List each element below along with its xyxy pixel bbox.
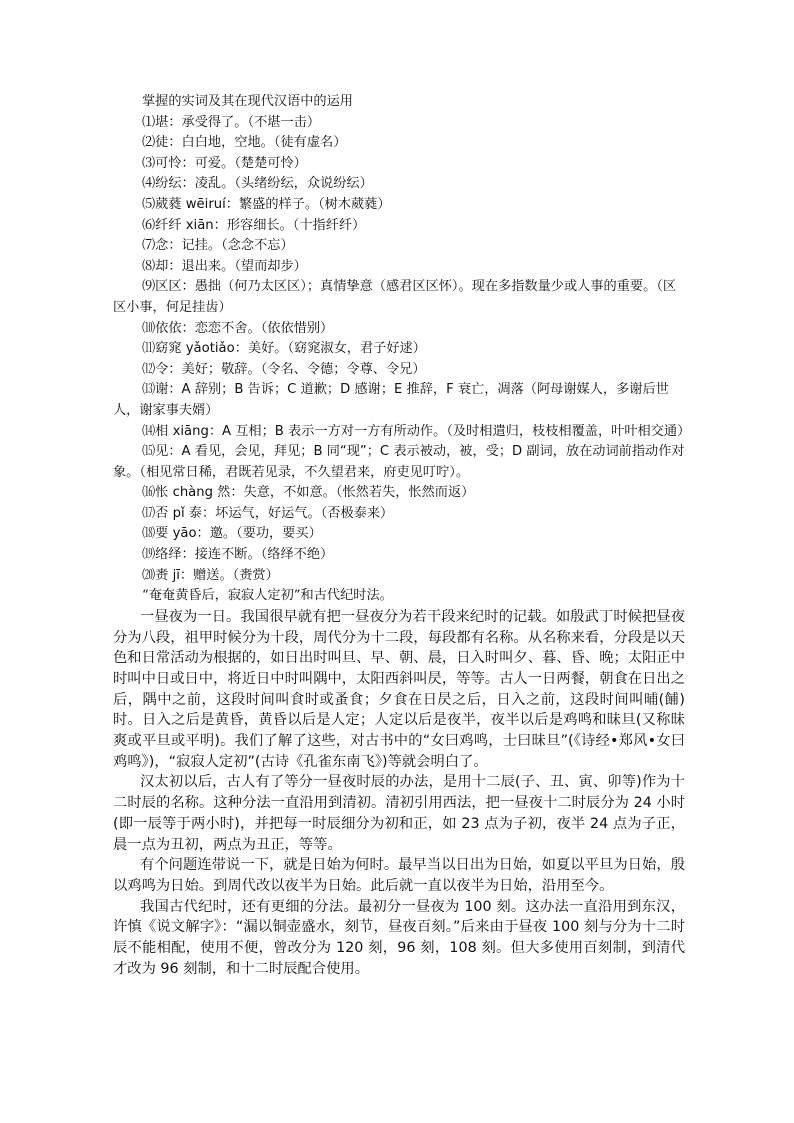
- vocab-item-3: ⑶可怜：可爱。（楚楚可怜）: [142, 155, 307, 171]
- document-body: [113, 92, 691, 980]
- section-heading: 掌握的实词及其在现代汉语中的运用: [142, 94, 353, 109]
- vocab-item-11: ⑾窈窕 yǎotiǎo：美好。（窈窕淑女，君子好逑）: [142, 341, 426, 357]
- vocab-item-4: ⑷纷纭：凌乱。（头绪纷纭，众说纷纭）: [142, 176, 373, 192]
- vocab-item-7: ⑺念：记挂。（念念不忘）: [142, 238, 294, 254]
- vocab-item-13: ⒀谢：A 辞别；B 告诉；C 道歉；D 感谢；E 推辞，F 衰亡，凋落（阿母谢媒人，多谢后世人，谢家事夫婿）: [113, 382, 669, 418]
- paragraph-ke-divisions: 我国古代纪时，还有更细的分法。最初分一昼夜为 100 刻。这办法一直沿用到东汉，许慎《说文解字》：“漏以铜壶盛水，刻节，昼夜百刻。”后来由于昼夜 100 刻与分为十二时辰不能相配，使用不便，曾改分为 120 刻，96 刻，108 刻。但大多使用百刻制，到清代才改为 96 刻制，和十二时辰配合使用。: [113, 898, 685, 977]
- vocab-item-16: ⒃怅 chàng 然：失意，不如意。（怅然若失，怅然而返）: [142, 485, 475, 501]
- vocab-item-1: ⑴堪：承受得了。（不堪一击）: [142, 114, 321, 130]
- vocab-item-19: ⒆络绎：接连不断。（络绎不绝）: [142, 547, 334, 563]
- vocab-item-14: ⒁相 xiāng：A 互相；B 表示一方对一方有所动作。（及时相遣归，枝枝相覆盖，叶叶相交通）: [142, 423, 691, 439]
- vocab-item-6: ⑹纤纤 xiān：形容细长。（十指纤纤）: [142, 217, 366, 233]
- vocab-item-2: ⑵徒：白白地，空地。（徒有虚名）: [142, 135, 347, 151]
- vocab-item-10: ⑽依依：恋恋不舍。（依依惜别）: [142, 320, 334, 336]
- vocab-item-12: ⑿令：美好；敬辞。（令名、令德；令尊、令兄）: [142, 361, 426, 377]
- paragraph-twelve-hours: 汉太初以后，古人有了等分一昼夜时辰的办法，是用十二辰(子、丑、寅、卯等)作为十二时辰的名称。这种分法一直沿用到清初。清初引用西法，把一昼夜十二时辰分为 24 小时(即一辰等于两小时)，并把每一时辰细分为初和正，如 23 点为子初，夜半 24 点为子正，晨一点为丑初，两点为丑正，等等。: [113, 774, 685, 853]
- vocab-item-18: ⒅要 yāo：邀。（要功，要买）: [142, 526, 322, 542]
- paragraph-day-start: 有个问题连带说一下，就是日始为何时。最早当以日出为日始，如夏以平旦为日始，殷以鸡鸣为日始。到周代改以夜半为日始。此后就一直以夜半为日始，沿用至今。: [113, 857, 685, 894]
- vocab-item-9: ⑼区区：愚拙（何乃太区区）；真情挚意（感君区区怀）。现在多指数量少或人事的重要。（区区小事，何足挂齿）: [113, 279, 677, 315]
- vocab-item-17: ⒄否 pǐ 泰：坏运气，好运气。（否极泰来）: [142, 505, 394, 521]
- vocab-item-15: ⒂见：A 看见，会见，拜见；B 同“现”；C 表示被动，被，受；D 副词，放在动词前指动作对象。（相见常日稀，君既若见录，不久望君来，府吏见叮咛）。: [113, 444, 685, 480]
- vocab-item-8: ⑻却：退出来。（望而却步）: [142, 258, 307, 274]
- paragraph-day-divisions: 一昼夜为一日。我国很早就有把一昼夜分为若干段来纪时的记载。如殷武丁时候把昼夜分为八段，祖甲时候分为十段，周代分为十二段，每段都有名称。从名称来看，分段是以天色和日常活动为根据的，如日出时叫旦、早、朝、晨，日入时叫夕、暮、昏、晚；太阳正中时叫中日或日中，将近日中时叫隅中，太阳西斜叫昃，等等。古人一日两餐，朝食在日出之后，隅中之前，这段时间叫食时或蚤食；夕食在日昃之后，日入之前，这段时间叫晡(餔)时。日入之后是黄昏，黄昏以后是人定；人定以后是夜半，夜半以后是鸡鸣和昧旦(又称昧爽或平旦或平明)。我们了解了这些，对古书中的“女曰鸡鸣，士曰昧旦”(《诗经•郑风•女曰鸡鸣》)，“寂寂人定初”(古诗《孔雀东南飞》)等就会明白了。: [113, 608, 685, 770]
- vocab-item-5: ⑸葳蕤 wēiruí：繁盛的样子。（树木葳蕤）: [142, 196, 391, 212]
- timekeeping-section-title: “奄奄黄昏后，寂寂人定初”和古代纪时法。: [142, 588, 393, 604]
- vocab-item-20: ⒇赉 jī：赠送。（赉赏）: [142, 567, 279, 583]
